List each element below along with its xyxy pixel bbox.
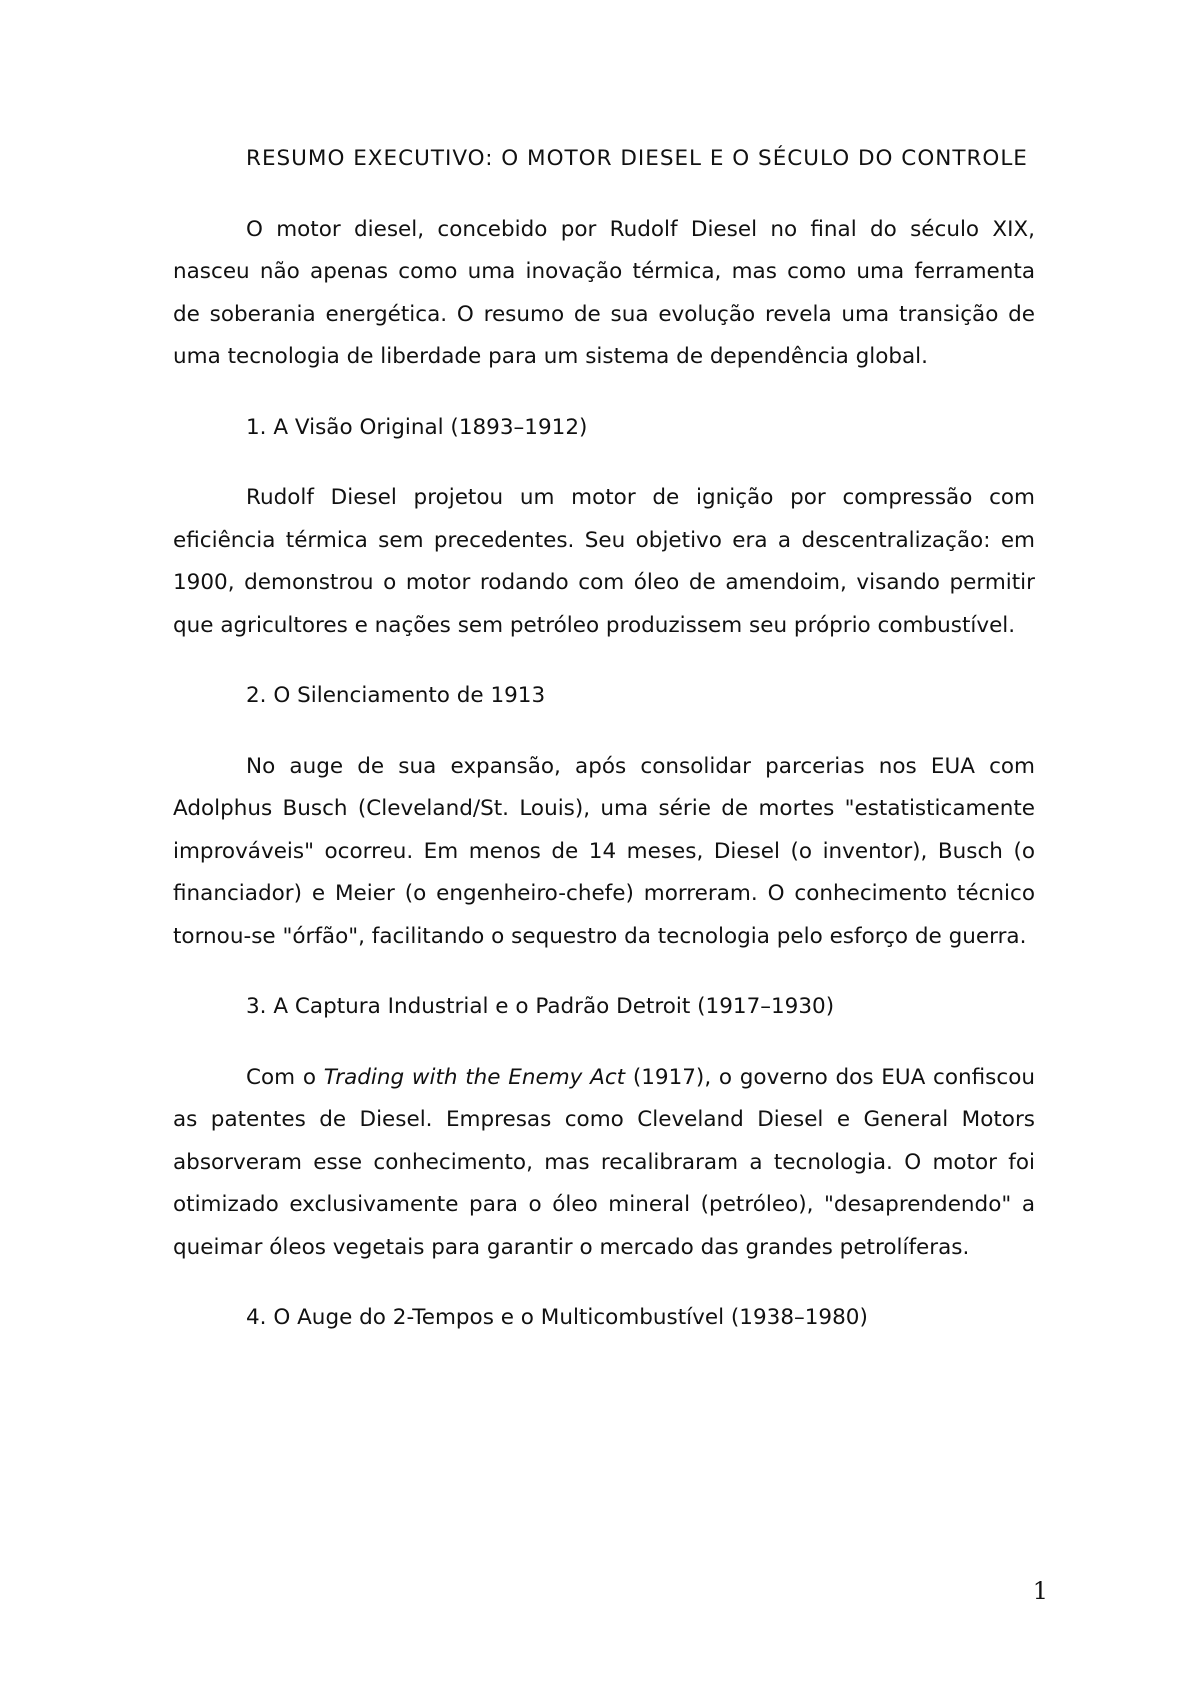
section-2-heading: 2. O Silenciamento de 1913	[246, 683, 546, 708]
section-3-text-end: (1917), o governo dos EUA confiscou as patentes de Diesel. Empresas como Cleveland Diesel e General Motors absorveram esse conhecimento, mas recalibraram a tecnologia. O motor foi otimizado exclusivamente para o óleo mineral (petróleo), "desaprendendo" a queimar óleos vegetais para garantir o mercado das grandes petrolíferas.	[173, 1064, 1035, 1260]
section-3-paragraph	[173, 1057, 1035, 1270]
intro-paragraph: O motor diesel, concebido por Rudolf Diesel no final do século XIX, nasceu não apenas como uma inovação térmica, mas como uma ferramenta de soberania energética. O resumo de sua evolução revela uma transição de uma tecnologia de liberdade para um sistema de dependência global.	[173, 216, 1035, 369]
section-1-heading: 1. A Visão Original (1893–1912)	[246, 414, 588, 440]
document-body	[173, 138, 1035, 1368]
section-3-text-start: Com o	[246, 1064, 324, 1090]
section-2-paragraph: No auge de sua expansão, após consolidar parcerias nos EUA com Adolphus Busch (Cleveland/St. Louis), uma série de mortes "estatisticamente improváveis" ocorreu. Em menos de 14 meses, Diesel (o inventor), Busch (o financiador) e Meier (o engenheiro-chefe) morreram. O conhecimento técnico tornou-se "órfão", facilitando o sequestro da tecnologia pelo esforço de guerra.	[173, 753, 1035, 949]
section-3-heading: 3. A Captura Industrial e o Padrão Detroit (1917–1930)	[246, 994, 835, 1019]
document-title: RESUMO EXECUTIVO: O MOTOR DIESEL E O SÉCULO DO CONTROLE	[246, 146, 1028, 171]
section-1-paragraph: Rudolf Diesel projetou um motor de ignição por compressão com eficiência térmica sem precedentes. Seu objetivo era a descentralização: em 1900, demonstrou o motor rodando com óleo de amendoim, visando permitir que agricultores e nações sem petróleo produzissem seu próprio combustível.	[173, 485, 1035, 638]
page-number: 1	[1032, 1577, 1048, 1605]
section-4-heading: 4. O Auge do 2-Tempos e o Multicombustível (1938–1980)	[246, 1305, 868, 1330]
act-title: Trading with the Enemy Act	[323, 1064, 626, 1090]
